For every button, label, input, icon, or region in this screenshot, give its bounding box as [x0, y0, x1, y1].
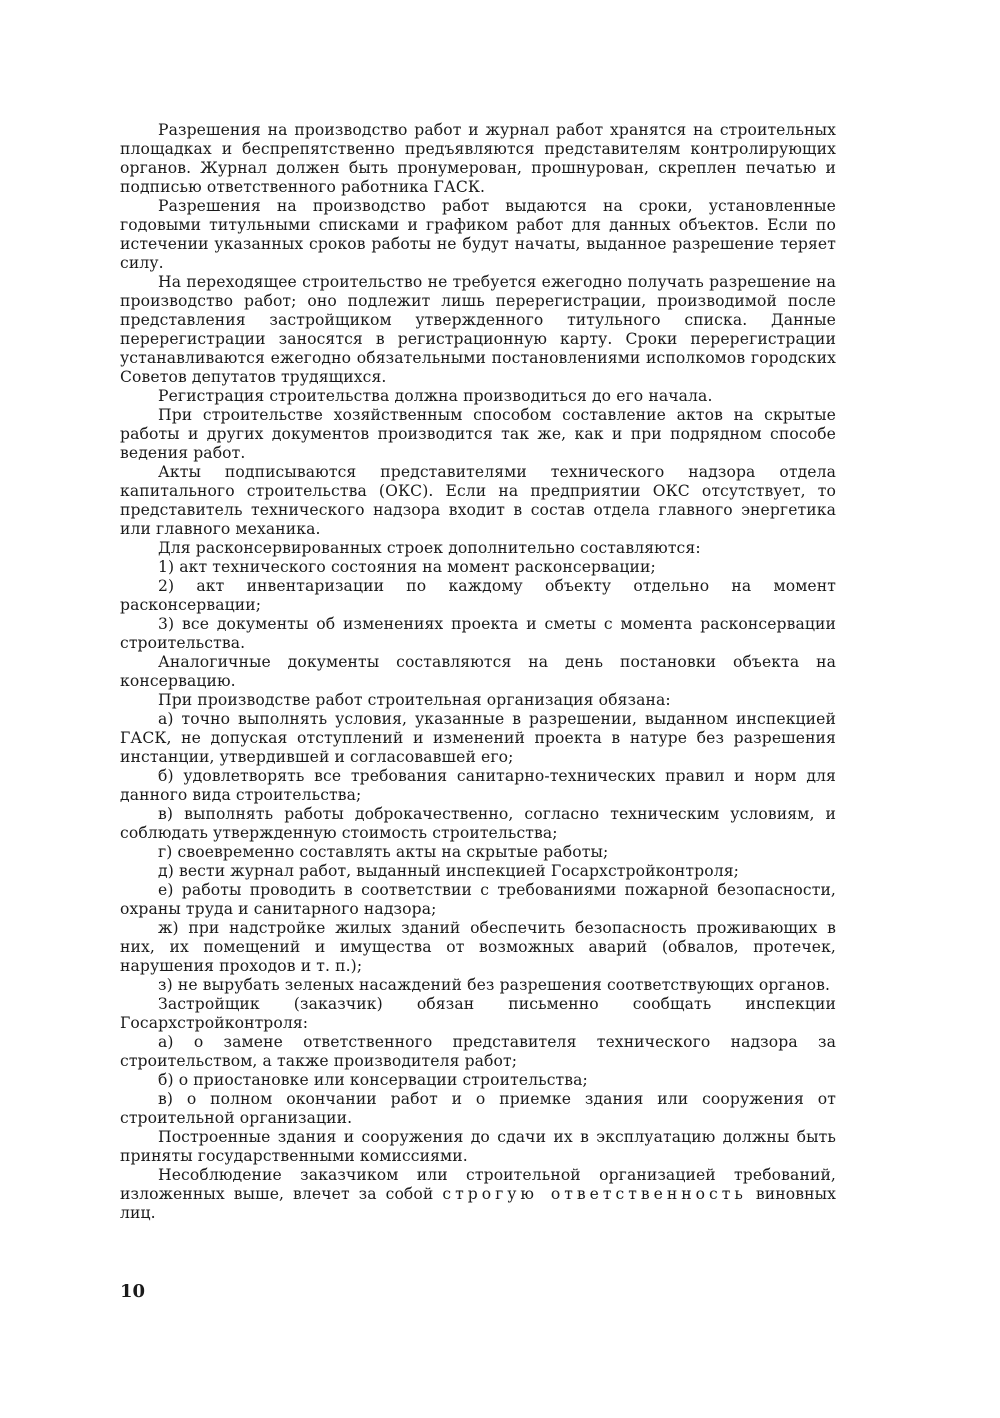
paragraph: Аналогичные документы составляются на день постановки объекта на консервацию. [120, 653, 836, 690]
paragraph: Для расконсервированных строек дополнительно составляются: [158, 539, 701, 557]
paragraph: При строительстве хозяйственным способом составление актов на скрытые работы и других документов производится так же, как и при подрядном способе ведения работ. [120, 406, 836, 462]
list-item: д) вести журнал работ, выданный инспекцией Госархстройконтроля; [158, 862, 739, 880]
list-item: ж) при надстройке жилых зданий обеспечить безопасность проживающих в них, их помещений и имущества от возможных аварий (обвалов, протечек, нарушения проходов и т. п.); [120, 919, 836, 975]
page-number: 10 [120, 1281, 146, 1302]
list-item: в) о полном окончании работ и о приемке здания или сооружения от строительной организации. [120, 1090, 836, 1127]
list-item: в) выполнять работы доброкачественно, согласно техническим условиям, и соблюдать утвержденную стоимость строительства; [120, 805, 836, 842]
list-item: а) точно выполнять условия, указанные в разрешении, выданном инспекцией ГАСК, не допуская отступлений и изменений проекта в натуре без разрешения инстанции, утвердившей и согласовавшей его; [120, 710, 836, 766]
list-item: 3) все документы об изменениях проекта и сметы с момента расконсервации строительства. [120, 615, 836, 652]
paragraph: Разрешения на производство работ выдаются на сроки, установленные годовыми титульными списками и графиком работ для данных объектов. Если по истечении указанных сроков работы не будут начаты, выданное разрешение теряет силу. [120, 197, 836, 272]
final-paragraph-text: Несоблюдение заказчиком или строительной организацией требований, изложенных выше, влечет за собой [120, 1166, 836, 1203]
list-item: е) работы проводить в соответствии с требованиями пожарной безопасности, охраны труда и санитарного надзора; [120, 881, 836, 918]
paragraph: При производстве работ строительная организация обязана: [158, 691, 671, 709]
page-body [120, 121, 836, 1223]
paragraph: На переходящее строительство не требуется ежегодно получать разрешение на производство работ; оно подлежит лишь перерегистрации, производимой после представления застройщиком утвержденного титульного списка. Данные перерегистрации заносятся в регистрационную карту. Сроки перерегистрации устанавливаются ежегодно обязательными постановлениями исполкомов городских Советов депутатов трудящихся. [120, 273, 836, 386]
list-item: а) о замене ответственного представителя технического надзора за строительством, а также производителя работ; [120, 1033, 836, 1070]
list-item: б) о приостановке или консервации строительства; [158, 1071, 588, 1089]
final-paragraph-tail: виновных лиц. [120, 1185, 836, 1222]
paragraph: Построенные здания и сооружения до сдачи их в эксплуатацию должны быть приняты государственными комиссиями. [120, 1128, 836, 1165]
paragraph: Регистрация строительства должна производиться до его начала. [158, 387, 713, 405]
emphasis-text: строгую ответственность [442, 1185, 747, 1203]
list-item: з) не вырубать зеленых насаждений без разрешения соответствующих органов. [158, 976, 831, 994]
list-item: 2) акт инвентаризации по каждому объекту отдельно на момент расконсервации; [120, 577, 836, 614]
paragraph: Разрешения на производство работ и журнал работ хранятся на строительных площадках и беспрепятственно предъявляются представителям контролирующих органов. Журнал должен быть пронумерован, прошнурован, скреплен печатью и подписью ответственного работника ГАСК. [120, 121, 836, 196]
paragraph: Акты подписываются представителями технического надзора отдела капитального строительства (ОКС). Если на предприятии ОКС отсутствует, то представитель технического надзора входит в состав отдела главного энергетика или главного механика. [120, 463, 836, 538]
list-item: г) своевременно составлять акты на скрытые работы; [158, 843, 609, 861]
list-item: 1) акт технического состояния на момент расконсервации; [158, 558, 656, 576]
list-item: б) удовлетворять все требования санитарно-технических правил и норм для данного вида строительства; [120, 767, 836, 804]
final-paragraph [120, 1166, 836, 1223]
paragraph: Застройщик (заказчик) обязан письменно сообщать инспекции Госархстройконтроля: [120, 995, 836, 1032]
